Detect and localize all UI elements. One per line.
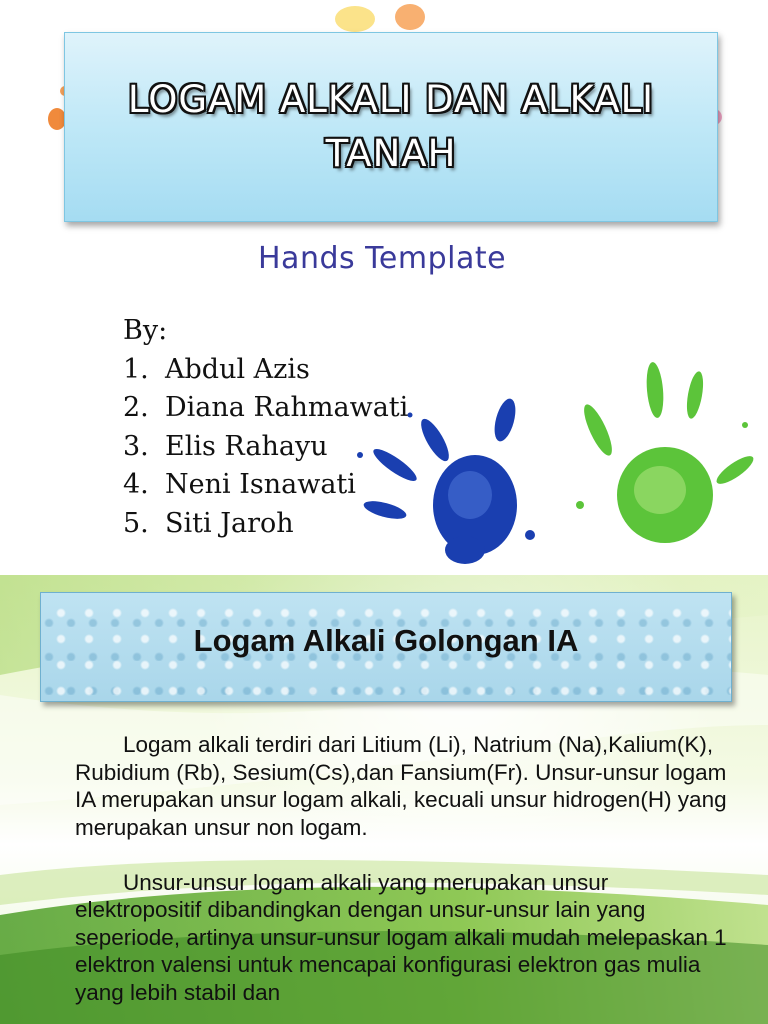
author-item: 5. Siti Jaroh — [123, 505, 408, 544]
author-item: 4. Neni Isnawati — [123, 466, 408, 505]
template-label: Hands Template — [258, 241, 507, 276]
author-item: 2. Diana Rahmawati — [123, 389, 408, 428]
author-item: 3. Elis Rahayu — [123, 428, 408, 467]
author-name: Elis Rahayu — [165, 430, 328, 462]
section-header-box — [40, 592, 732, 702]
author-item: 1. Abdul Azis — [123, 351, 408, 390]
green-hand-print-icon — [560, 355, 760, 555]
by-label: By: — [123, 315, 168, 346]
orange-paint-blob — [395, 4, 425, 30]
title-box — [64, 32, 718, 222]
author-name: Neni Isnawati — [165, 469, 356, 500]
section-header: Logam Alkali Golongan IA — [193, 623, 579, 658]
slide-content — [0, 575, 768, 1024]
yellow-paint-blob — [335, 6, 375, 32]
paragraph: Logam alkali terdiri dari Litium (Li), Natrium (Na),Kalium(K), Rubidium (Rb), Sesium(Cs),dan Fansium(Fr). Unsur-unsur logam IA merupakan unsur logam alkali, kecuali unsur hidrogen(H) yang merupakan unsur non logam. — [75, 732, 727, 840]
body-text — [75, 731, 735, 1024]
paragraph: Unsur-unsur logam alkali yang merupakan unsur elektropositif dibandingkan dengan unsur-unsur lain yang seperiode, artinya unsur-unsur logam alkali mudah melepaskan 1 elektron valensi untuk mencapai konfigurasi elektron gas mulia yang lebih stabil dan — [75, 869, 727, 1005]
author-name: Abdul Azis — [165, 353, 310, 385]
author-name: Diana Rahmawati — [165, 392, 409, 423]
author-name: Siti Jaroh — [165, 507, 294, 539]
author-list — [123, 312, 408, 543]
slide-title-text: LOGAM ALKALI DAN ALKALI TANAH — [127, 78, 655, 175]
